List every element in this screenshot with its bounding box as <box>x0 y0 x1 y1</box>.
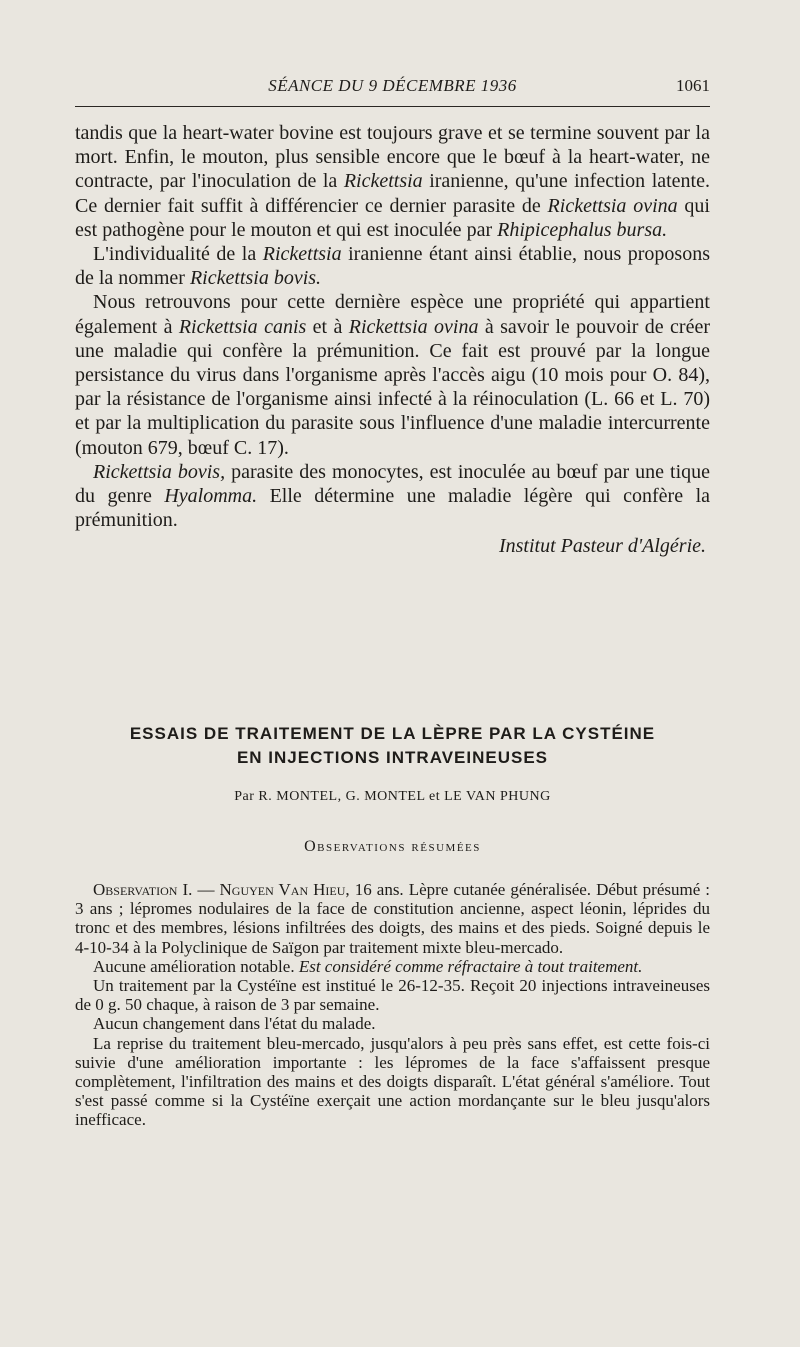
page-header <box>75 76 710 102</box>
title-line-1: ESSAIS DE TRAITEMENT DE LA LÈPRE PAR LA CYSTÉINE <box>129 724 656 743</box>
paragraph: L'individualité de la Rickettsia iranienne étant ainsi établie, nous proposons de la nommer Rickettsia bovis. <box>75 243 710 290</box>
authors: Par R. MONTEL, G. MONTEL et LE VAN PHUNG <box>234 789 551 804</box>
paragraph: La reprise du traitement bleu-mercado, jusqu'alors à peu près sans effet, est cette fois-ci suivie d'une amélioration importante : les lépromes de la face s'affaissent presque complètement, l'infiltration des mains et des doigts disparaît. L'état général s'améliore. Tout s'est passé comme si la Cystéïne exerçait une action mordançante sur le bleu jusqu'alors inefficace. <box>75 1033 710 1130</box>
paragraph: Aucune amélioration notable. Est considéré comme réfractaire à tout traitement. <box>93 956 643 976</box>
signature: Institut Pasteur d'Algérie. <box>498 535 706 558</box>
header-rule <box>75 106 710 107</box>
page-number: 1061 <box>676 76 710 95</box>
article-1-body <box>75 121 710 559</box>
paragraph: Aucun changement dans l'état du malade. <box>93 1014 376 1034</box>
article-2-body <box>75 880 710 1130</box>
paragraph: Un traitement par la Cystéïne est institué le 26-12-35. Reçoit 20 injections intraveineuses de 0 g. 50 chaque, à raison de 3 par semaine. <box>75 976 710 1015</box>
paragraph: Rickettsia bovis, parasite des monocytes, est inoculée au bœuf par une tique du genre Hyalomma. Elle détermine une maladie légère qui confère la prémunition. <box>75 460 711 532</box>
paragraph: tandis que la heart-water bovine est toujours grave et se termine souvent par la mort. Enfin, le mouton, plus sensible encore que le bœuf à la heart-water, ne contracte, par l'inoculation de la Rickettsia iranienne, qu'une infection latente. Ce dernier fait suffit à différencier ce dernier parasite de Rickettsia ovina qui est pathogène pour le mouton et qui est inoculée par Rhipicephalus bursa. <box>75 122 710 241</box>
title-line-2: EN INJECTIONS INTRAVEINEUSES <box>236 748 549 767</box>
observation-paragraph: Observation I. — Nguyen Van Hieu, 16 ans. Lèpre cutanée généralisée. Début présumé : 3 ans ; lépromes nodulaires de la face de constitution ancienne, aspect léonin, léprides du tronc et des membres, lésions infiltrées des doigts, des mains et des pieds. Soigné depuis le 4-10-34 à la Polyclinique de Saïgon par traitement mixte bleu-mercado. <box>75 880 711 957</box>
observation-label: Observation I. <box>93 880 193 899</box>
section-title: Observations résumées <box>304 838 481 855</box>
running-title: SÉANCE DU 9 DÉCEMBRE 1936 <box>268 76 517 95</box>
paragraph: Nous retrouvons pour cette dernière espèce une propriété qui appartient également à Rickettsia canis et à Rickettsia ovina à savoir le pouvoir de créer une maladie qui confère la prémunition. Ce fait est prouvé par la longue persistance du virus dans l'organisme après l'accès aigu (10 mois pour O. 84), par la résistance de l'organisme ainsi infecté à la réinoculation (L. 66 et L. 70) et par la multiplication du parasite sous l'influence d'une maladie intercurrente (mouton 679, bœuf C. 17). <box>75 291 711 459</box>
patient-name: Nguyen Van Hieu, <box>219 880 350 899</box>
article-title <box>75 722 710 770</box>
